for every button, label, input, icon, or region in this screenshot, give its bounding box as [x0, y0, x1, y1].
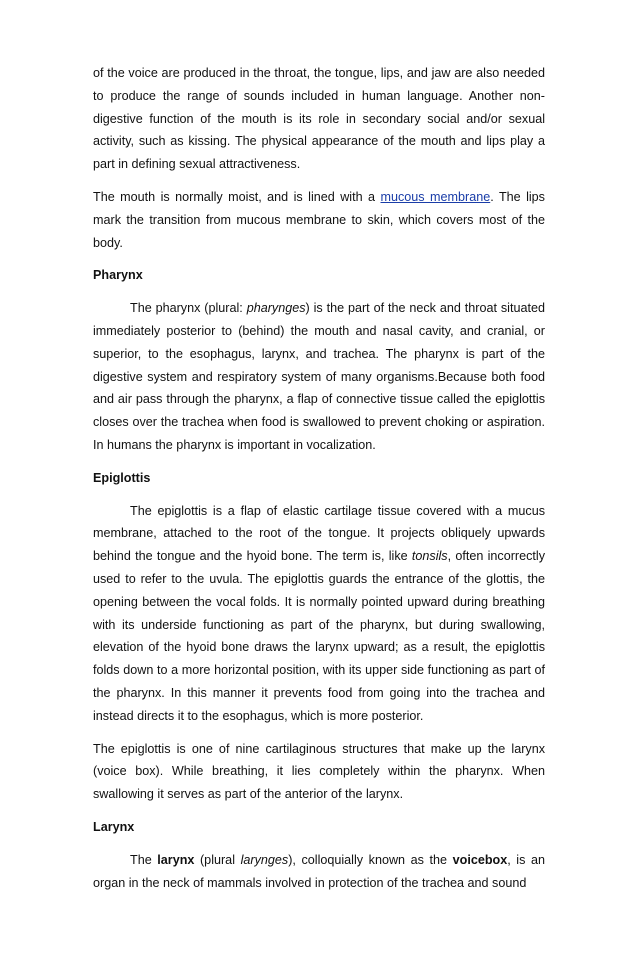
- italic-term: larynges: [240, 852, 289, 867]
- heading-epiglottis: Epiglottis: [93, 470, 151, 485]
- paragraph-pharynx: [93, 297, 545, 457]
- italic-term: pharynges: [246, 301, 306, 316]
- paragraph-mouth-moist: [93, 186, 545, 254]
- document-page: [93, 62, 545, 904]
- text-segment: The epiglottis is a flap of elastic cartilage tissue covered with a mucus membrane, attached to the root of the tongue. It projects obliquely upwards behind the tongue and the hyoid bone. The term is, like: [93, 503, 545, 564]
- text-segment: The pharynx (plural:: [130, 301, 247, 316]
- mucous-membrane-link[interactable]: mucous membrane: [380, 189, 491, 204]
- paragraph-larynx: [93, 849, 545, 895]
- text-segment: , is an organ in the neck of mammals involved in protection of the trachea and sound: [93, 852, 545, 890]
- text-segment: , often incorrectly used to refer to the uvula. The epiglottis guards the entrance of the glottis, the opening between the vocal folds. It is normally pointed upward during breathing with its underside functioning as part of the pharynx, but during swallowing, elevation of the hyoid bone draws the larynx upward; as a result, the epiglottis folds down to a more horizontal position, with its upper side functioning as part of the pharynx. In this manner it prevents food from going into the trachea and instead directs it to the esophagus, which is more posterior.: [93, 549, 545, 723]
- text-segment: (plural: [194, 852, 241, 867]
- paragraph-epiglottis-2: The epiglottis is one of nine cartilaginous structures that make up the larynx (voice box). While breathing, it lies completely within the pharynx. When swallowing it serves as part of the anterior of the larynx.: [93, 741, 545, 802]
- paragraph-epiglottis-1: [93, 500, 545, 728]
- paragraph-mouth-voice: of the voice are produced in the throat, the tongue, lips, and jaw are also needed to produce the range of sounds included in human language. Another non-digestive function of the mouth is its role in secondary social and/or sexual activity, such as kissing. The physical appearance of the mouth and lips play a part in defining sexual attractiveness.: [93, 66, 545, 172]
- text-segment: The: [130, 852, 158, 867]
- text-segment: ) is the part of the neck and throat situated immediately posterior to (behind) the mouth and nasal cavity, and cranial, or superior, to the esophagus, larynx, and trachea. The pharynx is part of the digestive system and respiratory system of many organisms.Because both food and air pass through the pharynx, a flap of connective tissue called the epiglottis closes over the trachea when food is swallowed to prevent choking or aspiration. In humans the pharynx is important in vocalization.: [93, 301, 545, 452]
- heading-larynx: Larynx: [93, 819, 135, 834]
- italic-term: tonsils: [411, 549, 448, 564]
- text-segment: . The lips mark the transition from mucous membrane to skin, which covers most of the body.: [93, 189, 545, 250]
- heading-pharynx: Pharynx: [93, 268, 143, 283]
- text-segment: The mouth is normally moist, and is lined with a: [93, 189, 381, 204]
- text-segment: ), colloquially known as the: [288, 852, 453, 867]
- bold-term: larynx: [157, 852, 195, 867]
- bold-term: voicebox: [452, 852, 508, 867]
